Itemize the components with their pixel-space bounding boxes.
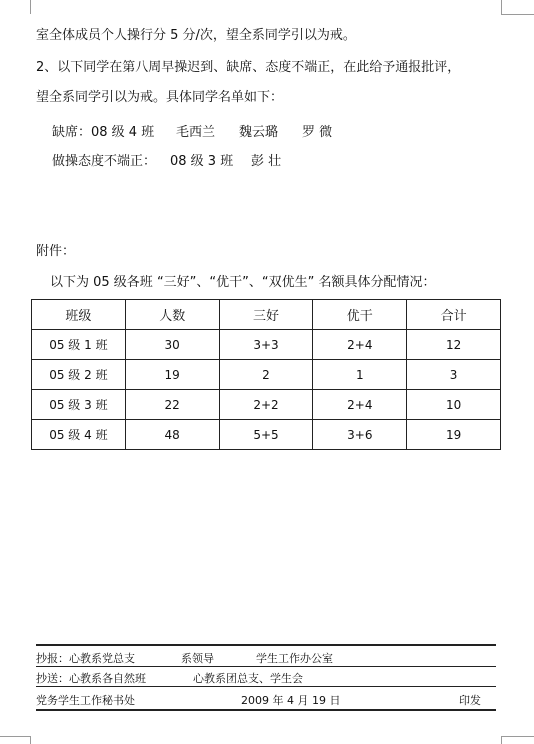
print-label: 印发 — [459, 694, 481, 707]
absence-name: 毛西兰 — [176, 125, 216, 140]
absence-name: 罗 微 — [302, 125, 333, 140]
footer-rule — [36, 666, 496, 667]
header-count: 人数 — [125, 300, 219, 330]
copy-label: 抄送：心教系各自然班 — [36, 672, 146, 685]
table-cell: 2+2 — [219, 390, 313, 420]
crop-mark-bottom-right-v — [501, 736, 502, 744]
table-row — [32, 420, 501, 450]
header-sanhao: 三好 — [219, 300, 313, 330]
issue-date: 2009 年 4 月 19 日 — [241, 694, 341, 707]
footer-rule — [36, 686, 496, 687]
report-line — [0, 650, 534, 664]
table-cell: 30 — [125, 330, 219, 360]
table-row — [32, 390, 501, 420]
crop-mark-bottom-right-h — [501, 736, 534, 737]
table-cell: 05 级 3 班 — [32, 390, 126, 420]
issuer-line — [0, 692, 534, 706]
body-line-1: 室全体成员个人操行分 5 分/次，望全系同学引以为戒。 — [36, 28, 356, 43]
crop-mark-top-right-h — [501, 14, 534, 15]
table-cell: 2 — [219, 360, 313, 390]
table-cell: 2+4 — [313, 330, 407, 360]
attitude-class: 08 级 3 班 — [170, 154, 234, 169]
crop-mark-top-right-v — [501, 0, 502, 14]
report-label: 抄报：心教系党总支 — [36, 652, 135, 665]
header-total: 合计 — [407, 300, 501, 330]
table-cell: 19 — [407, 420, 501, 450]
crop-mark-top-left-v — [30, 0, 31, 14]
table-cell: 22 — [125, 390, 219, 420]
absence-label: 缺席：08 级 4 班 — [52, 125, 155, 140]
table-row — [32, 360, 501, 390]
table-cell: 05 级 2 班 — [32, 360, 126, 390]
absence-name: 魏云璐 — [239, 125, 279, 140]
table-cell: 3+3 — [219, 330, 313, 360]
crop-mark-bottom-left-v — [30, 736, 31, 744]
quota-table — [31, 299, 501, 450]
attachment-title: 附件： — [36, 244, 76, 259]
absence-list — [0, 121, 534, 140]
table-cell: 5+5 — [219, 420, 313, 450]
attitude-list — [0, 150, 534, 169]
table-cell: 12 — [407, 330, 501, 360]
attachment-intro: 以下为 05 级各班 “三好”、“优干”、“双优生” 名额具体分配情况： — [50, 275, 436, 290]
copy-line — [0, 670, 534, 684]
table-cell: 2+4 — [313, 390, 407, 420]
table-cell: 1 — [313, 360, 407, 390]
report-recipient: 学生工作办公室 — [256, 652, 333, 665]
body-line-3: 望全系同学引以为戒。具体同学名单如下： — [36, 90, 284, 105]
table-cell: 3+6 — [313, 420, 407, 450]
header-class: 班级 — [32, 300, 126, 330]
footer-rule-bottom — [36, 709, 496, 711]
table-cell: 48 — [125, 420, 219, 450]
attitude-name: 彭 壮 — [251, 154, 282, 169]
table-row — [32, 330, 501, 360]
attitude-label: 做操态度不端正： — [52, 154, 157, 169]
table-header-row — [32, 300, 501, 330]
table-cell: 05 级 1 班 — [32, 330, 126, 360]
header-yougan: 优干 — [313, 300, 407, 330]
table-cell: 05 级 4 班 — [32, 420, 126, 450]
copy-recipient: 心教系团总支、学生会 — [193, 672, 303, 685]
issuer: 党务学生工作秘书处 — [36, 694, 135, 707]
report-recipient: 系领导 — [181, 652, 214, 665]
table-cell: 10 — [407, 390, 501, 420]
body-line-2: 2、以下同学在第八周早操迟到、缺席、态度不端正，在此给予通报批评， — [36, 60, 461, 75]
table-cell: 3 — [407, 360, 501, 390]
table-cell: 19 — [125, 360, 219, 390]
crop-mark-bottom-left-h — [0, 736, 30, 737]
footer-rule-top — [36, 644, 496, 646]
